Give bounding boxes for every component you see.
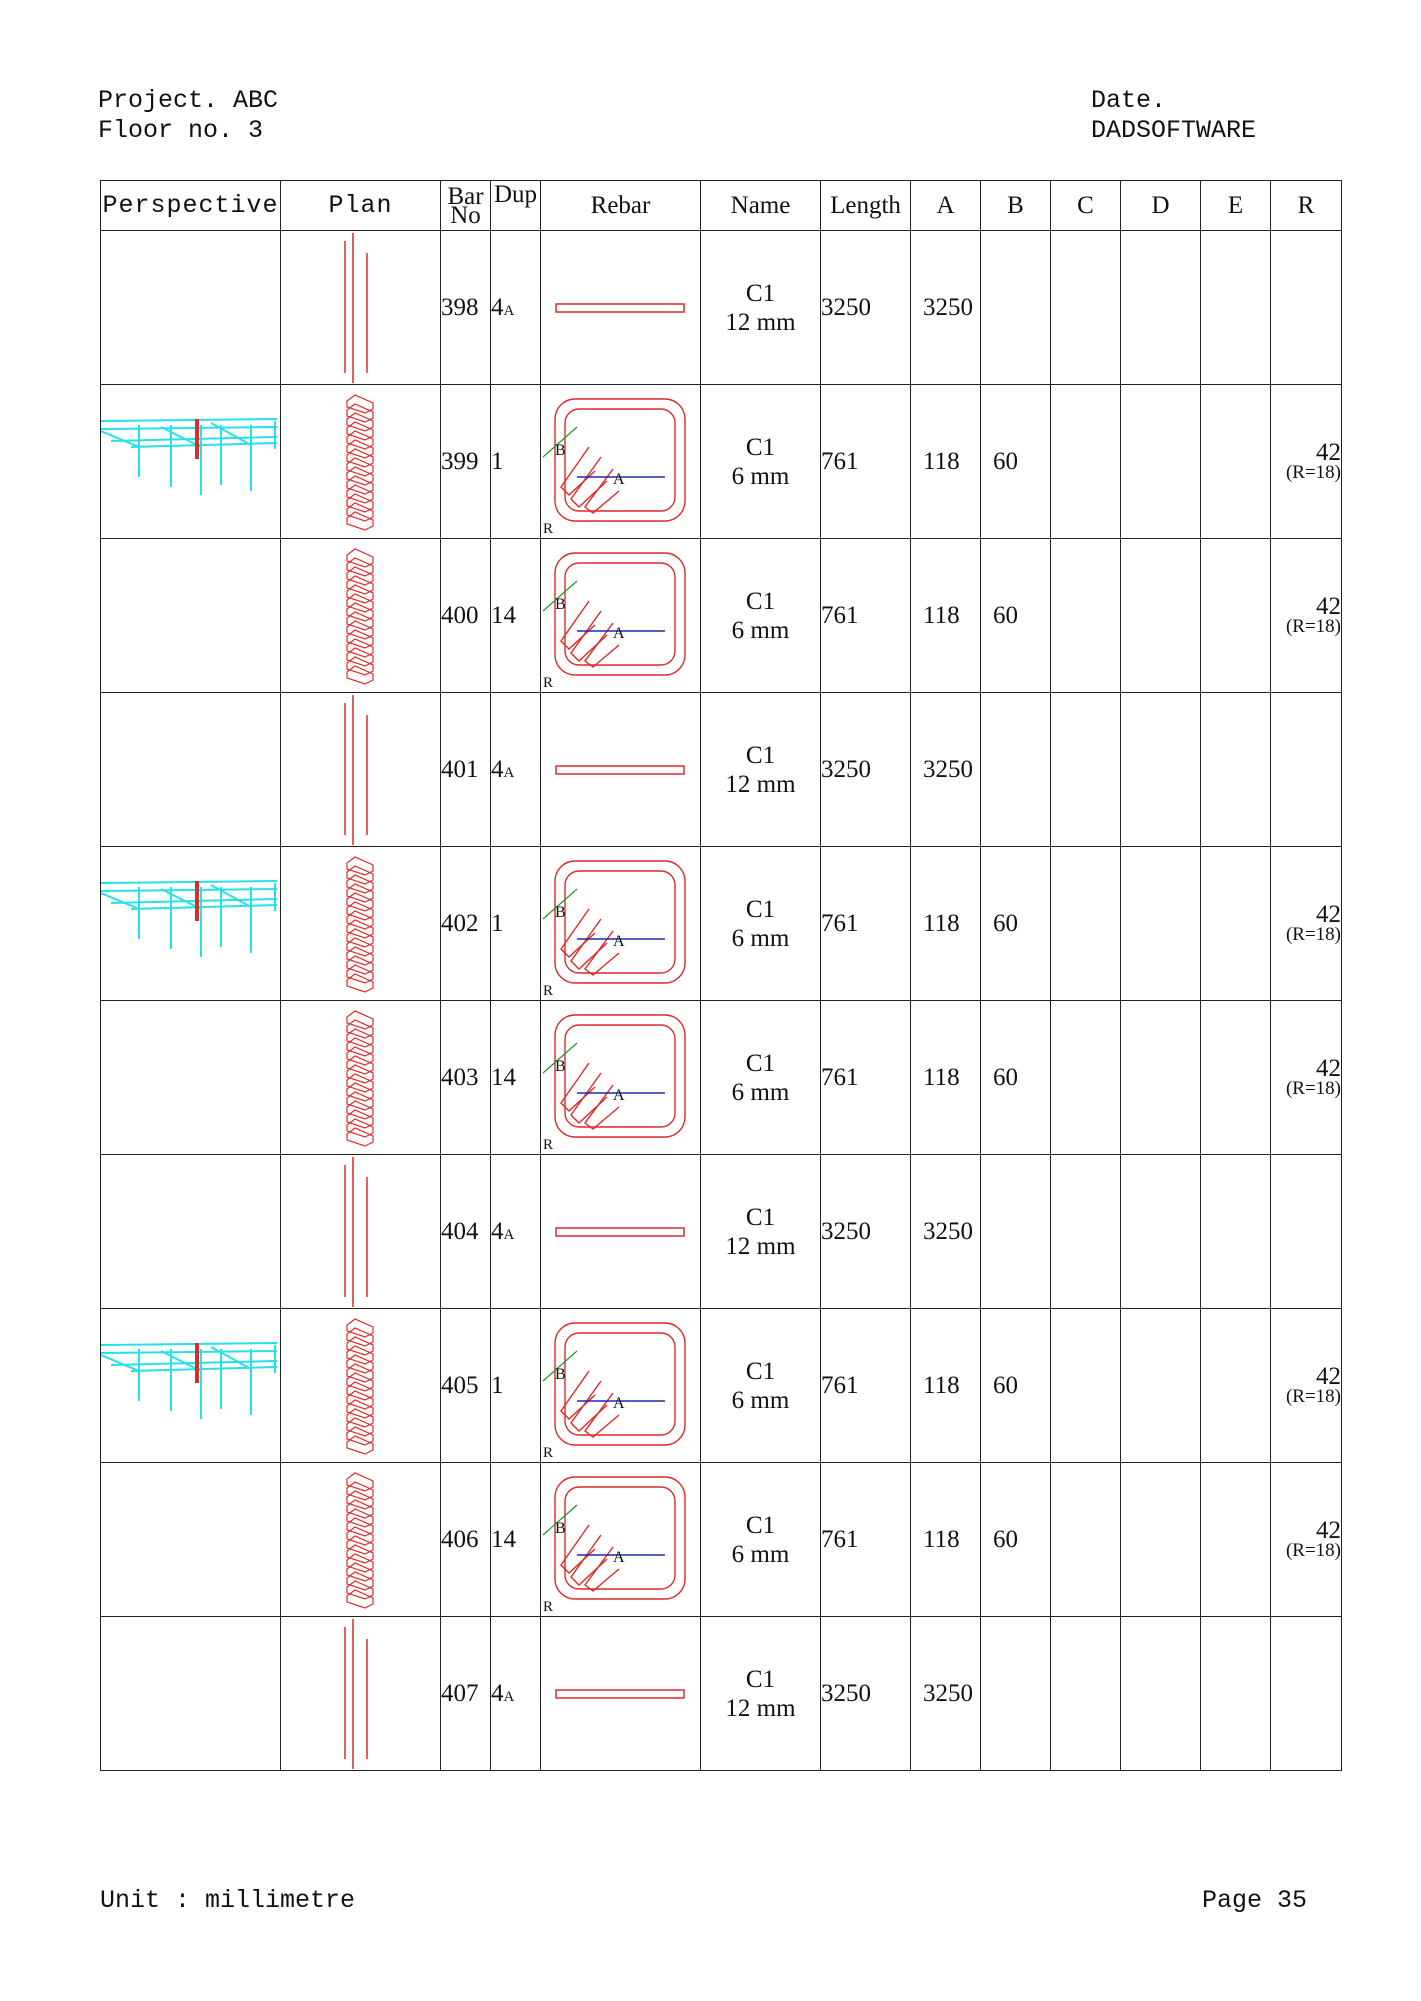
cell-c <box>1051 231 1121 385</box>
rebar-straight-shape <box>541 1212 699 1252</box>
cell-r <box>1271 1463 1342 1617</box>
cell-b <box>981 1155 1051 1309</box>
cell-length: 761 <box>821 385 911 539</box>
cell-b: 60 <box>981 1463 1051 1617</box>
cell-dup <box>491 1617 541 1771</box>
cell-name <box>701 231 821 385</box>
cell-name <box>701 1463 821 1617</box>
cell-a: 3250 <box>911 693 981 847</box>
table-row <box>101 693 1342 847</box>
plan-straight-bars-drawing <box>281 1619 439 1769</box>
rebar-stirrup-shape <box>541 541 699 691</box>
cell-plan <box>281 1309 441 1463</box>
dup-count: 4 <box>491 1217 504 1245</box>
dup-count: 1 <box>491 909 504 937</box>
cell-a: 3250 <box>911 1155 981 1309</box>
bar-diameter: 12 mm <box>725 770 796 798</box>
cell-dup <box>491 1155 541 1309</box>
bar-diameter: 6 mm <box>731 1540 790 1568</box>
cell-dup <box>491 847 541 1001</box>
cell-perspective <box>101 1001 281 1155</box>
r-radius: (R=18) <box>1285 923 1341 945</box>
table-row <box>101 385 1342 539</box>
cell-d <box>1121 539 1201 693</box>
cell-e <box>1201 539 1271 693</box>
col-header-c: C <box>1051 181 1121 231</box>
cell-length: 761 <box>821 1309 911 1463</box>
cell-perspective <box>101 231 281 385</box>
cell-perspective <box>101 693 281 847</box>
cell-perspective <box>101 539 281 693</box>
r-radius: (R=18) <box>1285 1077 1341 1099</box>
plan-stirrup-stack-drawing <box>281 1465 439 1615</box>
cell-bar-no: 407 <box>441 1617 491 1771</box>
bar-name: C1 <box>745 895 776 923</box>
rebar-straight-shape <box>541 1674 699 1714</box>
svg-text:B: B <box>555 1519 566 1537</box>
col-header-length: Length <box>821 181 911 231</box>
floor-number: Floor no. 3 <box>98 116 264 145</box>
perspective-frame-drawing <box>101 879 279 969</box>
cell-a: 3250 <box>911 231 981 385</box>
cell-dup <box>491 1463 541 1617</box>
col-header-name: Name <box>701 181 821 231</box>
bar-name: C1 <box>745 1511 776 1539</box>
project-name: Project. ABC <box>98 86 279 115</box>
table-row <box>101 1617 1342 1771</box>
cell-length: 3250 <box>821 1617 911 1771</box>
plan-stirrup-stack-drawing <box>281 387 439 537</box>
bar-no-bottom: No <box>450 201 481 229</box>
cell-a: 3250 <box>911 1617 981 1771</box>
cell-c <box>1051 1155 1121 1309</box>
bar-diameter: 6 mm <box>731 616 790 644</box>
svg-text:A: A <box>613 624 625 642</box>
perspective-frame-drawing <box>101 417 279 507</box>
cell-d <box>1121 693 1201 847</box>
svg-text:R: R <box>543 674 554 691</box>
cell-bar-no: 400 <box>441 539 491 693</box>
date-label: Date. <box>1091 86 1167 115</box>
bar-name: C1 <box>745 279 776 307</box>
col-header-a: A <box>911 181 981 231</box>
rebar-stirrup-shape <box>541 387 699 537</box>
bar-diameter: 12 mm <box>725 1232 796 1260</box>
cell-rebar-shape <box>541 539 701 693</box>
cell-b: 60 <box>981 1001 1051 1155</box>
cell-dup <box>491 385 541 539</box>
dup-count: 4 <box>491 1679 504 1707</box>
cell-r <box>1271 385 1342 539</box>
rebar-straight-shape <box>541 750 699 790</box>
cell-rebar-shape <box>541 693 701 847</box>
cell-length: 3250 <box>821 693 911 847</box>
cell-bar-no: 402 <box>441 847 491 1001</box>
cell-dup <box>491 1001 541 1155</box>
cell-e <box>1201 1155 1271 1309</box>
dup-count: 14 <box>491 1063 516 1091</box>
bar-diameter: 6 mm <box>731 924 790 952</box>
cell-perspective <box>101 1463 281 1617</box>
col-header-d: D <box>1121 181 1201 231</box>
cell-name <box>701 385 821 539</box>
r-value: 42 <box>1316 592 1341 620</box>
r-value: 42 <box>1316 1362 1341 1390</box>
bar-diameter: 12 mm <box>725 1694 796 1722</box>
plan-stirrup-stack-drawing <box>281 849 439 999</box>
svg-text:R: R <box>543 1444 554 1461</box>
cell-r <box>1271 1617 1342 1771</box>
cell-dup <box>491 693 541 847</box>
cell-r <box>1271 231 1342 385</box>
svg-text:B: B <box>555 441 566 459</box>
table-row <box>101 539 1342 693</box>
bar-name: C1 <box>745 1203 776 1231</box>
rebar-stirrup-shape <box>541 1465 699 1615</box>
cell-d <box>1121 1155 1201 1309</box>
svg-text:R: R <box>543 520 554 537</box>
svg-text:A: A <box>613 470 625 488</box>
cell-d <box>1121 1309 1201 1463</box>
cell-rebar-shape <box>541 847 701 1001</box>
cell-rebar-shape <box>541 1617 701 1771</box>
rebar-schedule-table <box>100 180 1342 1771</box>
cell-bar-no: 401 <box>441 693 491 847</box>
cell-e <box>1201 693 1271 847</box>
cell-dup <box>491 1309 541 1463</box>
cell-rebar-shape <box>541 385 701 539</box>
dup-suffix: A <box>503 1688 515 1705</box>
cell-c <box>1051 1001 1121 1155</box>
cell-rebar-shape <box>541 1309 701 1463</box>
r-radius: (R=18) <box>1285 615 1341 637</box>
cell-perspective <box>101 1309 281 1463</box>
svg-text:A: A <box>613 932 625 950</box>
cell-e <box>1201 1463 1271 1617</box>
cell-a: 118 <box>911 385 981 539</box>
cell-d <box>1121 231 1201 385</box>
cell-plan <box>281 1155 441 1309</box>
svg-text:B: B <box>555 1365 566 1383</box>
project-info <box>98 86 278 146</box>
cell-bar-no: 405 <box>441 1309 491 1463</box>
cell-d <box>1121 1463 1201 1617</box>
col-header-dup: Dup <box>491 181 541 231</box>
col-header-plan: Plan <box>281 181 441 231</box>
rebar-stirrup-shape <box>541 849 699 999</box>
cell-a: 118 <box>911 1001 981 1155</box>
cell-r <box>1271 1001 1342 1155</box>
cell-name <box>701 1001 821 1155</box>
cell-rebar-shape <box>541 1155 701 1309</box>
cell-d <box>1121 1617 1201 1771</box>
cell-b: 60 <box>981 847 1051 1001</box>
dup-count: 14 <box>491 601 516 629</box>
cell-b: 60 <box>981 385 1051 539</box>
svg-text:B: B <box>555 903 566 921</box>
plan-stirrup-stack-drawing <box>281 541 439 691</box>
cell-r <box>1271 1155 1342 1309</box>
bar-name: C1 <box>745 1049 776 1077</box>
unit-label: Unit : millimetre <box>100 1886 356 1915</box>
cell-bar-no: 406 <box>441 1463 491 1617</box>
cell-a: 118 <box>911 1463 981 1617</box>
plan-stirrup-stack-drawing <box>281 1003 439 1153</box>
cell-e <box>1201 385 1271 539</box>
cell-c <box>1051 847 1121 1001</box>
date-info <box>1091 86 1256 146</box>
dup-count: 4 <box>491 293 504 321</box>
cell-rebar-shape <box>541 231 701 385</box>
col-header-rebar: Rebar <box>541 181 701 231</box>
cell-c <box>1051 385 1121 539</box>
svg-text:A: A <box>613 1394 625 1412</box>
dup-suffix: A <box>503 764 515 781</box>
r-radius: (R=18) <box>1285 461 1341 483</box>
cell-c <box>1051 1309 1121 1463</box>
cell-name <box>701 693 821 847</box>
cell-length: 761 <box>821 1463 911 1617</box>
cell-b: 60 <box>981 539 1051 693</box>
cell-plan <box>281 1463 441 1617</box>
r-value: 42 <box>1316 1516 1341 1544</box>
cell-length: 3250 <box>821 231 911 385</box>
col-header-bar-no <box>441 181 491 231</box>
cell-bar-no: 404 <box>441 1155 491 1309</box>
cell-d <box>1121 847 1201 1001</box>
cell-perspective <box>101 385 281 539</box>
cell-a: 118 <box>911 539 981 693</box>
bar-diameter: 6 mm <box>731 1078 790 1106</box>
cell-plan <box>281 1001 441 1155</box>
bar-diameter: 6 mm <box>731 1386 790 1414</box>
bar-name: C1 <box>745 741 776 769</box>
cell-perspective <box>101 847 281 1001</box>
perspective-frame-drawing <box>101 1341 279 1431</box>
dup-count: 1 <box>491 447 504 475</box>
plan-straight-bars-drawing <box>281 233 439 383</box>
table-row <box>101 231 1342 385</box>
dup-count: 4 <box>491 755 504 783</box>
cell-e <box>1201 1309 1271 1463</box>
cell-r <box>1271 539 1342 693</box>
page-number: Page 35 <box>1202 1886 1308 1915</box>
cell-e <box>1201 1617 1271 1771</box>
col-header-b: B <box>981 181 1051 231</box>
cell-r <box>1271 847 1342 1001</box>
cell-name <box>701 1155 821 1309</box>
cell-c <box>1051 1463 1121 1617</box>
bar-name: C1 <box>745 587 776 615</box>
bar-name: C1 <box>745 1665 776 1693</box>
cell-b <box>981 1617 1051 1771</box>
col-header-r: R <box>1271 181 1342 231</box>
bar-diameter: 6 mm <box>731 462 790 490</box>
cell-name <box>701 1309 821 1463</box>
cell-length: 761 <box>821 847 911 1001</box>
cell-bar-no: 399 <box>441 385 491 539</box>
cell-d <box>1121 385 1201 539</box>
plan-straight-bars-drawing <box>281 1157 439 1307</box>
cell-name <box>701 847 821 1001</box>
svg-text:A: A <box>613 1086 625 1104</box>
cell-c <box>1051 539 1121 693</box>
cell-plan <box>281 1617 441 1771</box>
cell-b <box>981 231 1051 385</box>
svg-text:B: B <box>555 1057 566 1075</box>
dup-suffix: A <box>503 302 515 319</box>
dup-count: 1 <box>491 1371 504 1399</box>
cell-rebar-shape <box>541 1001 701 1155</box>
r-value: 42 <box>1316 900 1341 928</box>
col-header-perspective: Perspective <box>101 181 281 231</box>
dup-suffix: A <box>503 1226 515 1243</box>
cell-dup <box>491 539 541 693</box>
cell-b: 60 <box>981 1309 1051 1463</box>
r-value: 42 <box>1316 1054 1341 1082</box>
table-row <box>101 1309 1342 1463</box>
cell-perspective <box>101 1617 281 1771</box>
col-header-e: E <box>1201 181 1271 231</box>
cell-e <box>1201 847 1271 1001</box>
cell-name <box>701 539 821 693</box>
table-row <box>101 1155 1342 1309</box>
cell-length: 3250 <box>821 1155 911 1309</box>
cell-plan <box>281 539 441 693</box>
cell-length: 761 <box>821 539 911 693</box>
rebar-straight-shape <box>541 288 699 328</box>
rebar-stirrup-shape <box>541 1311 699 1461</box>
table-header-row <box>101 181 1342 231</box>
cell-bar-no: 398 <box>441 231 491 385</box>
r-radius: (R=18) <box>1285 1385 1341 1407</box>
table-row <box>101 1001 1342 1155</box>
bar-no-top: Bar <box>447 182 484 210</box>
cell-e <box>1201 231 1271 385</box>
svg-text:R: R <box>543 982 554 999</box>
r-value: 42 <box>1316 438 1341 466</box>
cell-a: 118 <box>911 1309 981 1463</box>
cell-plan <box>281 847 441 1001</box>
bar-name: C1 <box>745 1357 776 1385</box>
rebar-stirrup-shape <box>541 1003 699 1153</box>
table-row <box>101 847 1342 1001</box>
cell-name <box>701 1617 821 1771</box>
svg-text:R: R <box>543 1598 554 1615</box>
company-name: DADSOFTWARE <box>1091 116 1257 145</box>
svg-text:R: R <box>543 1136 554 1153</box>
cell-rebar-shape <box>541 1463 701 1617</box>
cell-length: 761 <box>821 1001 911 1155</box>
cell-c <box>1051 1617 1121 1771</box>
svg-text:A: A <box>613 1548 625 1566</box>
plan-straight-bars-drawing <box>281 695 439 845</box>
bar-name: C1 <box>745 433 776 461</box>
cell-perspective <box>101 1155 281 1309</box>
cell-plan <box>281 693 441 847</box>
cell-r <box>1271 1309 1342 1463</box>
r-radius: (R=18) <box>1285 1539 1341 1561</box>
plan-stirrup-stack-drawing <box>281 1311 439 1461</box>
cell-plan <box>281 231 441 385</box>
cell-c <box>1051 693 1121 847</box>
cell-d <box>1121 1001 1201 1155</box>
cell-r <box>1271 693 1342 847</box>
dup-count: 14 <box>491 1525 516 1553</box>
cell-plan <box>281 385 441 539</box>
cell-e <box>1201 1001 1271 1155</box>
cell-b <box>981 693 1051 847</box>
svg-text:B: B <box>555 595 566 613</box>
cell-a: 118 <box>911 847 981 1001</box>
bar-diameter: 12 mm <box>725 308 796 336</box>
cell-bar-no: 403 <box>441 1001 491 1155</box>
table-row <box>101 1463 1342 1617</box>
cell-dup <box>491 231 541 385</box>
